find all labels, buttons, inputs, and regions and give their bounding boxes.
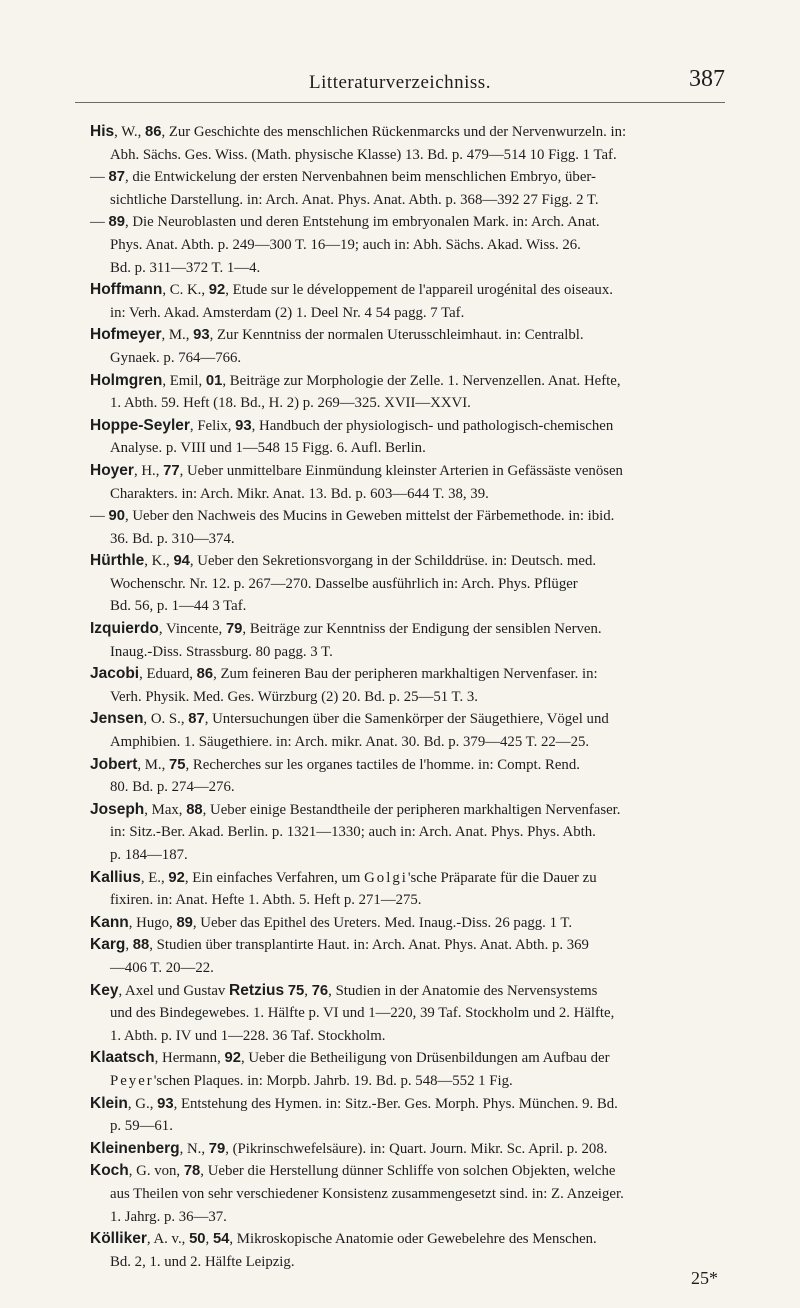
- entry-line: [90, 1228, 720, 1251]
- entry-text: 'sche Präparate für die Dauer zu: [407, 869, 597, 886]
- entry-text: , Emil,: [162, 372, 206, 389]
- signature-mark: 25*: [691, 1268, 718, 1288]
- entry-text: , Hugo,: [128, 914, 177, 931]
- entry-text: p. 184—187.: [110, 847, 188, 863]
- entry-line: [90, 1160, 720, 1183]
- entry-text: in: Verh. Akad. Amsterdam (2) 1. Deel Nr. 4 54 pagg. 7 Taf.: [110, 304, 465, 321]
- entry-line: [90, 663, 720, 686]
- entry-text: , Die Neuroblasten und deren Entstehung im embryonalen Mark. in: Arch. Anat.: [124, 214, 600, 231]
- entry-line: [90, 1138, 720, 1161]
- entry-text: Wochenschr. Nr. 12. p. 267—270. Dasselbe ausführlich in: Arch. Phys. Pflüger: [110, 575, 578, 592]
- entry-text: , M.,: [161, 327, 194, 344]
- entry-line: [90, 618, 720, 641]
- entry-text: , Ueber das Epithel des Ureters. Med. Inaug.-Diss. 26 pagg. 1 T.: [192, 914, 573, 931]
- entry-text: Inaug.-Diss. Strassburg. 80 pagg. 3 T.: [110, 643, 333, 660]
- author-name: Holmgren: [90, 371, 163, 389]
- entry-text: —: [90, 169, 109, 186]
- entry-text: , M.,: [137, 756, 170, 773]
- entry-text: , W.,: [114, 124, 145, 140]
- year-number: 92: [208, 282, 226, 299]
- entry-text: —406 T. 20—22.: [110, 959, 214, 976]
- bibliography-entry: [90, 867, 720, 912]
- entry-line: [90, 595, 720, 618]
- year-number: 89: [108, 214, 125, 231]
- year-number: 75: [169, 756, 186, 773]
- entry-line: [90, 279, 720, 302]
- entry-text: Bd. 56, p. 1—44 3 Taf.: [110, 598, 247, 615]
- entry-line: [90, 708, 720, 731]
- entry-line: [90, 1115, 720, 1138]
- entry-text: , Ein einfaches Verfahren, um: [184, 869, 365, 886]
- entry-text: , Ueber einige Bestandtheile der peripheren markhaltigen Nervenfaser.: [202, 801, 621, 818]
- author-name: Retzius: [229, 981, 285, 999]
- entry-text: Analyse. p. VIII und 1—548 15 Figg. 6. Aufl. Berlin.: [110, 440, 426, 457]
- entry-text: 1. Jahrg. p. 36—37.: [110, 1208, 227, 1225]
- running-title: Litteraturverzeichniss.: [309, 72, 491, 93]
- year-number: 90: [108, 508, 125, 525]
- entry-text: , C. K.,: [162, 282, 209, 299]
- entry-text: p. 59—61.: [110, 1118, 173, 1135]
- entry-line: [90, 505, 720, 528]
- entry-line: [90, 1183, 720, 1206]
- entry-line: [90, 776, 720, 799]
- bibliography-entry: [90, 370, 720, 415]
- author-name: Karg: [90, 936, 126, 954]
- entry-text: , Beiträge zur Kenntniss der Endigung der sensiblen Nerven.: [242, 621, 602, 638]
- author-name: Izquierdo: [90, 620, 159, 638]
- year-number: 50: [189, 1231, 206, 1248]
- spaced-name: Golgi: [364, 869, 408, 886]
- entry-text: , Vincente,: [158, 621, 226, 638]
- entry-line: [90, 754, 720, 777]
- entry-line: [90, 234, 720, 257]
- bibliography-entry: [90, 754, 720, 799]
- entry-text: Verh. Physik. Med. Ges. Würzburg (2) 20. Bd. p. 25—51 T. 3.: [110, 688, 478, 705]
- entry-line: [90, 844, 720, 867]
- entry-line: [90, 1002, 720, 1025]
- entry-text: , Untersuchungen über die Samenkörper der Säugethiere, Vögel und: [204, 711, 609, 728]
- entry-line: [90, 415, 720, 438]
- author-name: Jacobi: [90, 665, 140, 683]
- entry-text: Phys. Anat. Abth. p. 249—300 T. 16—19; auch in: Abh. Sächs. Akad. Wiss. 26.: [110, 236, 581, 253]
- year-number: 92: [224, 1050, 241, 1067]
- entry-text: , Entstehung des Hymen. in: Sitz.-Ber. Ges. Morph. Phys. München. 9. Bd.: [173, 1095, 618, 1112]
- entry-text: , Eduard,: [139, 666, 197, 683]
- author-name: Jensen: [90, 710, 144, 728]
- entry-text: , die Entwickelung der ersten Nervenbahnen beim menschlichen Embryo, über-: [124, 169, 596, 186]
- header-rule: [75, 102, 725, 103]
- bibliography-entry: [90, 550, 720, 618]
- entry-line: [90, 550, 720, 573]
- entry-text: Bd. 2, 1. und 2. Hälfte Leipzig.: [110, 1253, 295, 1270]
- entry-line: [90, 257, 720, 280]
- entry-line: [90, 392, 720, 415]
- bibliography-entry: [90, 279, 720, 324]
- entry-line: [90, 934, 720, 957]
- entry-line: [90, 686, 720, 709]
- bibliography-entry: [90, 460, 720, 505]
- entry-text: Amphibien. 1. Säugethiere. in: Arch. mikr. Anat. 30. Bd. p. 379—425 T. 22—25.: [110, 734, 590, 751]
- entry-line: [90, 347, 720, 370]
- author-name: Kölliker: [90, 1230, 147, 1248]
- entry-text: , Studien über transplantirte Haut. in: Arch. Anat. Phys. Anat. Abth. p. 369: [149, 937, 589, 954]
- entry-text: 80. Bd. p. 274—276.: [110, 779, 235, 796]
- year-number: 93: [235, 417, 252, 434]
- entry-text: fixiren. in: Anat. Hefte 1. Abth. 5. Heft p. 271—275.: [110, 892, 422, 909]
- entry-text: , E.,: [140, 869, 169, 886]
- author-name: Hürthle: [90, 552, 145, 570]
- entry-text: , Felix,: [189, 417, 236, 434]
- bibliography-list: [90, 121, 720, 1273]
- entry-text: 1. Abth. 59. Heft (18. Bd., H. 2) p. 269—325. XVII—XXVI.: [110, 395, 471, 412]
- author-name: Hofmeyer: [90, 326, 162, 344]
- entry-line: [90, 1206, 720, 1229]
- entry-line: [90, 211, 720, 234]
- entry-text: 'schen Plaques. in: Morpb. Jahrb. 19. Bd. p. 548—552 1 Fig.: [153, 1072, 513, 1089]
- entry-line: [90, 528, 720, 551]
- running-head: [75, 60, 725, 106]
- year-number: 88: [132, 937, 150, 954]
- entry-line: [90, 189, 720, 212]
- year-number: 89: [176, 914, 193, 931]
- entry-text: , Ueber die Betheiligung von Drüsenbildungen am Aufbau der: [240, 1050, 610, 1067]
- entry-text: , Ueber die Herstellung dünner Schliffe von solchen Objekten, welche: [200, 1163, 616, 1180]
- entry-line: [90, 1025, 720, 1048]
- entry-line: [90, 483, 720, 506]
- entry-text: , Zur Kenntniss der normalen Uterusschleimhaut. in: Centralbl.: [209, 327, 584, 344]
- entry-text: 36. Bd. p. 310—374.: [110, 530, 235, 547]
- bibliography-entry: [90, 1160, 720, 1228]
- entry-text: , Axel und Gustav: [118, 982, 229, 999]
- bibliography-entry: [90, 1138, 720, 1161]
- year-number: 79: [225, 621, 243, 638]
- year-number: 87: [108, 169, 125, 186]
- entry-text: Charakters. in: Arch. Mikr. Anat. 13. Bd. p. 603—644 T. 38, 39.: [110, 485, 489, 502]
- author-name: Key: [90, 981, 119, 999]
- author-name: Jobert: [90, 755, 138, 773]
- entry-line: [90, 144, 720, 167]
- entry-text: , G.,: [127, 1095, 158, 1112]
- year-number: 86: [144, 124, 162, 140]
- entry-text: 1. Abth. p. IV und 1—228. 36 Taf. Stockholm.: [110, 1027, 386, 1044]
- entry-text: , Etude sur le développement de l'appareil urogénital des oiseaux.: [225, 282, 613, 299]
- entry-text: und des Bindegewebes. 1. Hälfte p. VI und 1—220, 39 Taf. Stockholm und 2. Hälfte,: [110, 1005, 615, 1022]
- entry-text: , H.,: [133, 462, 164, 479]
- entry-line: [90, 867, 720, 890]
- entry-text: ,: [125, 937, 133, 954]
- bibliography-entry: [90, 799, 720, 867]
- bibliography-entry: [90, 934, 720, 979]
- entry-line: [90, 641, 720, 664]
- entry-text: , Ueber den Nachweis des Mucins in Geweben mittelst der Färbemethode. in: ibid.: [124, 508, 615, 525]
- entry-text: , N.,: [179, 1140, 209, 1157]
- year-number: 94: [173, 553, 190, 570]
- entry-line: [90, 1070, 720, 1093]
- bibliography-entry: [90, 211, 720, 279]
- entry-line: [90, 460, 720, 483]
- bibliography-entry: [90, 166, 720, 211]
- year-number: 79: [208, 1140, 226, 1157]
- entry-text: , Mikroskopische Anatomie oder Gewebelehre des Menschen.: [229, 1231, 597, 1248]
- entry-text: , A. v.,: [146, 1231, 190, 1248]
- bibliography-entry: [90, 1047, 720, 1092]
- entry-line: [90, 1251, 720, 1274]
- bibliography-entry: [90, 121, 720, 166]
- author-name: Hoyer: [90, 461, 134, 479]
- year-number: 77: [163, 462, 180, 479]
- year-number: 76: [311, 982, 329, 999]
- entry-text: , (Pikrinschwefelsäure). in: Quart. Journ. Mikr. Sc. April. p. 208.: [225, 1140, 608, 1157]
- author-name: Hoppe-Seyler: [90, 416, 190, 434]
- entry-text: ,: [304, 982, 312, 999]
- entry-line: [90, 437, 720, 460]
- year-number: 92: [168, 869, 185, 886]
- author-name: Kleinenberg: [90, 1139, 180, 1157]
- entry-text: Gynaek. p. 764—766.: [110, 349, 242, 366]
- bibliography-entry: [90, 1093, 720, 1138]
- entry-text: , Ueber den Sekretionsvorgang in der Schilddrüse. in: Deutsch. med.: [189, 553, 597, 570]
- entry-text: aus Theilen von sehr verschiedener Konsistenz zusammengesetzt sind. in: Z. Anzeiger.: [110, 1185, 624, 1202]
- entry-line: [90, 980, 720, 1003]
- entry-text: , Handbuch der physiologisch- und pathologisch-chemischen: [251, 417, 614, 434]
- year-number: 54: [212, 1231, 230, 1248]
- bibliography-entry: [90, 415, 720, 460]
- author-name: Kallius: [90, 868, 141, 886]
- entry-line: [90, 821, 720, 844]
- year-number: 88: [186, 801, 203, 818]
- entry-line: [90, 799, 720, 822]
- spaced-name: Peyer: [110, 1072, 154, 1089]
- entry-text: —: [90, 214, 109, 231]
- entry-text: , Ueber unmittelbare Einmündung kleinster Arterien in Gefässäste venösen: [179, 462, 623, 479]
- author-name: Klein: [90, 1094, 128, 1112]
- bibliography-entry: [90, 1228, 720, 1273]
- year-number: 86: [196, 666, 214, 683]
- entry-text: , Zum feineren Bau der peripheren markhaltigen Nervenfaser. in:: [213, 666, 598, 683]
- entry-text: , Studien in der Anatomie des Nervensystems: [328, 982, 598, 999]
- bibliography-entry: [90, 324, 720, 369]
- author-name: Koch: [90, 1162, 129, 1180]
- entry-text: Bd. p. 311—372 T. 1—4.: [110, 259, 261, 276]
- entry-text: , K.,: [144, 553, 174, 570]
- bibliography-entry: [90, 663, 720, 708]
- bibliography-entry: [90, 505, 720, 550]
- entry-text: ,: [205, 1231, 213, 1248]
- entry-line: [90, 166, 720, 189]
- entry-line: [90, 889, 720, 912]
- bibliography-entry: [90, 980, 720, 1048]
- entry-text: —: [90, 508, 109, 525]
- entry-line: [90, 302, 720, 325]
- entry-line: [90, 912, 720, 935]
- bibliography-entry: [90, 912, 720, 935]
- page-number: 387: [689, 66, 725, 92]
- year-number: 87: [188, 711, 205, 728]
- entry-line: [90, 370, 720, 393]
- entry-text: , Recherches sur les organes tactiles de l'homme. in: Compt. Rend.: [185, 756, 580, 773]
- entry-line: [90, 573, 720, 596]
- year-number: 75: [287, 982, 305, 999]
- entry-line: [90, 1093, 720, 1116]
- entry-line: [90, 121, 720, 144]
- year-number: 93: [193, 327, 210, 344]
- entry-line: [90, 957, 720, 980]
- author-name: Hoffmann: [90, 281, 163, 299]
- entry-text: , Beiträge zur Morphologie der Zelle. 1. Nervenzellen. Anat. Hefte,: [222, 372, 621, 389]
- entry-text: in: Sitz.-Ber. Akad. Berlin. p. 1321—1330; auch in: Arch. Anat. Phys. Phys. Abth.: [110, 824, 596, 841]
- entry-line: [90, 731, 720, 754]
- entry-line: [90, 1047, 720, 1070]
- entry-text: , Zur Geschichte des menschlichen Rückenmarcks und der Nervenwurzeln. in:: [161, 124, 627, 140]
- author-name: Klaatsch: [90, 1049, 155, 1067]
- bibliography-entry: [90, 708, 720, 753]
- entry-text: , Hermann,: [154, 1050, 225, 1067]
- author-name: His: [90, 123, 115, 140]
- entry-text: , G. von,: [128, 1163, 184, 1180]
- entry-text: , Max,: [144, 801, 187, 818]
- year-number: 01: [205, 372, 223, 389]
- entry-text: sichtliche Darstellung. in: Arch. Anat. Phys. Anat. Abth. p. 368—392 27 Figg. 2 T.: [110, 191, 599, 208]
- author-name: Joseph: [90, 800, 145, 818]
- author-name: Kann: [90, 913, 129, 931]
- entry-line: [90, 324, 720, 347]
- year-number: 78: [183, 1163, 201, 1180]
- entry-text: Abh. Sächs. Ges. Wiss. (Math. physische Klasse) 13. Bd. p. 479—514 10 Figg. 1 Taf.: [110, 146, 617, 163]
- year-number: 93: [157, 1095, 174, 1112]
- entry-text: , O. S.,: [143, 711, 189, 728]
- bibliography-entry: [90, 618, 720, 663]
